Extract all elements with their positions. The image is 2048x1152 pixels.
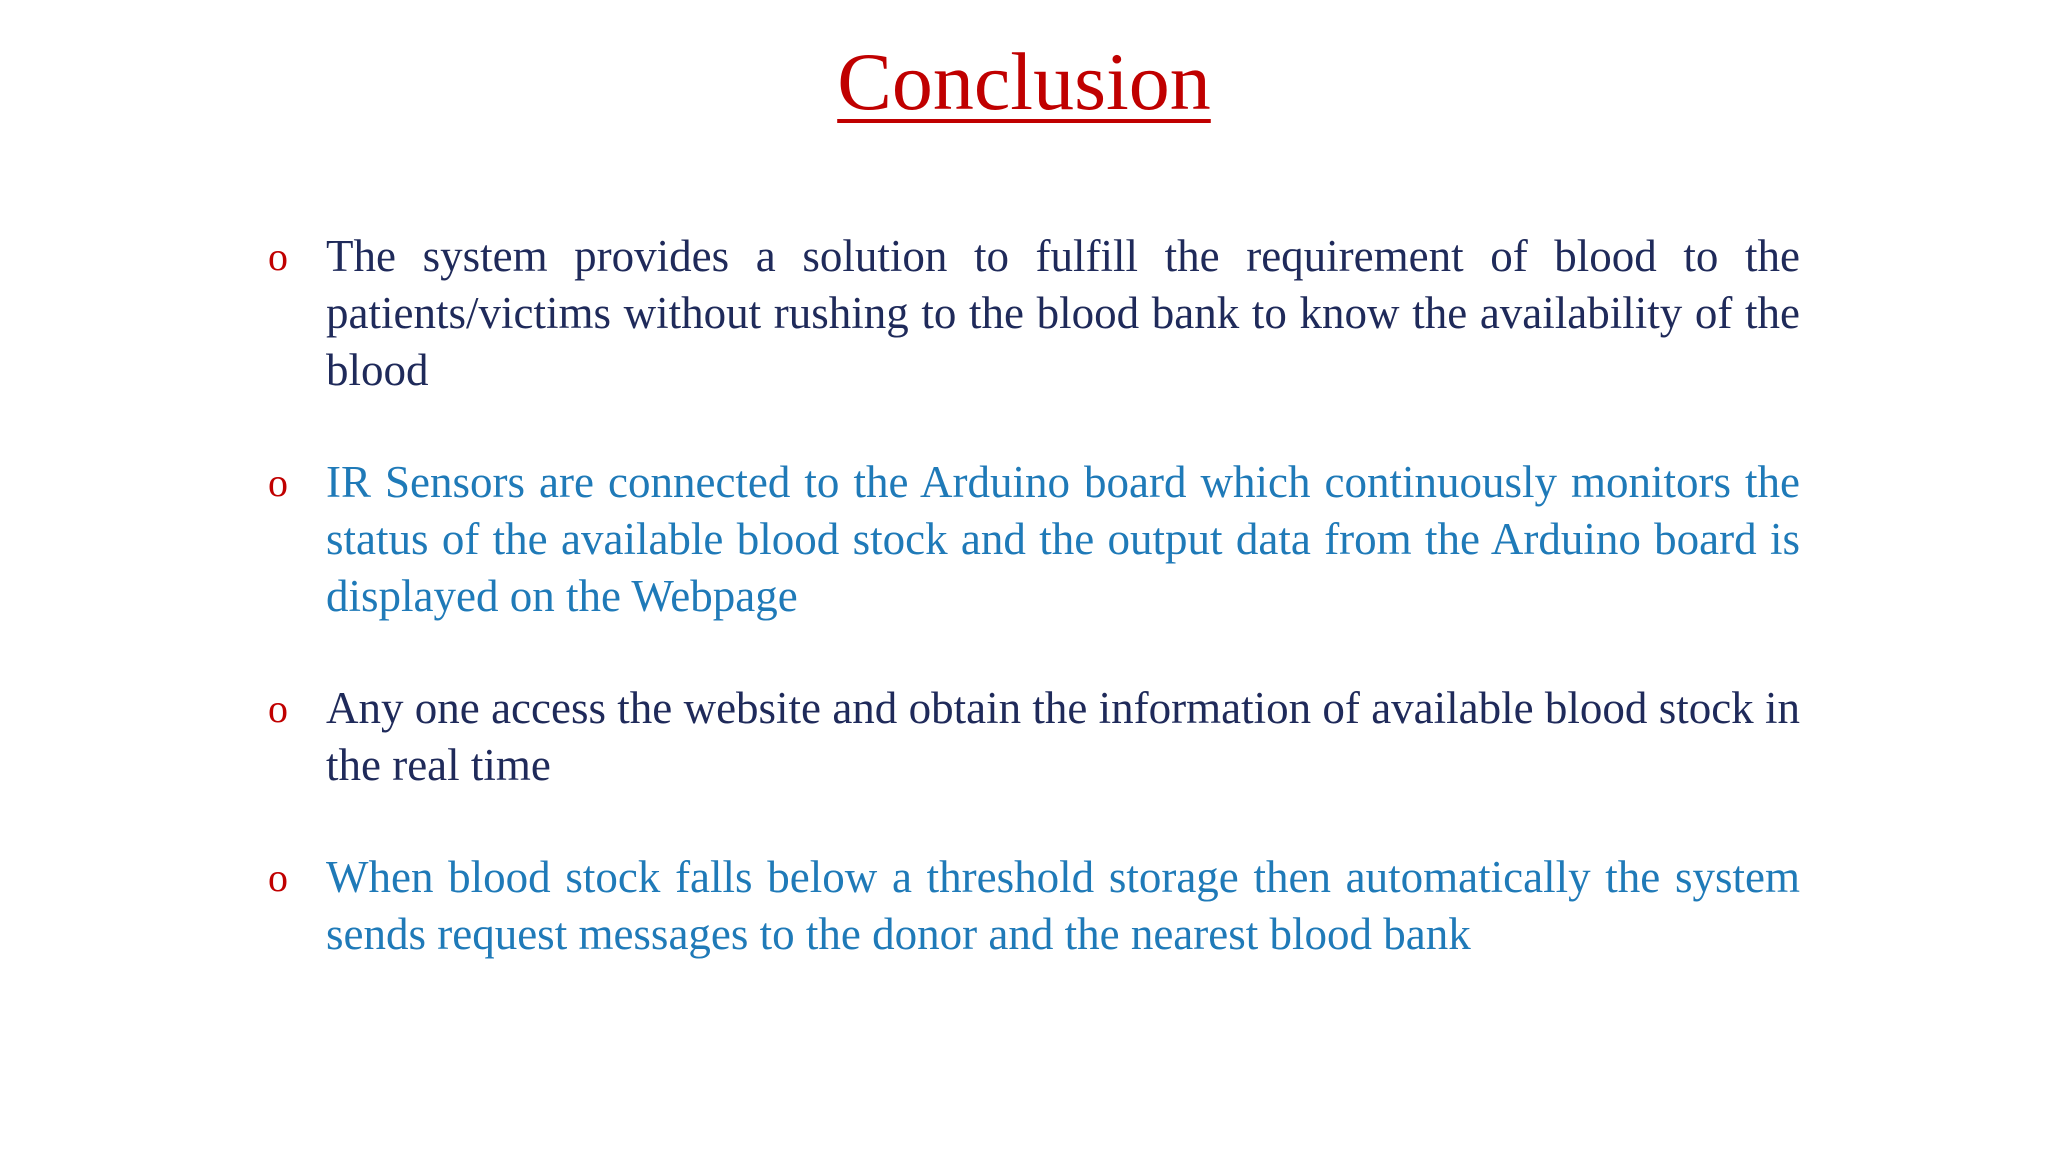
bullet-item [260,680,1800,794]
bullet-marker-icon: o [268,460,288,505]
bullet-item [260,849,1800,963]
bullet-text: IR Sensors are connected to the Arduino board which continuously monitors the status of the available blood stock and the output data from the Arduino board is displayed on the Webpage [326,457,1800,621]
slide-title: Conclusion [837,36,1211,127]
bullet-marker-icon: o [268,686,288,731]
bullet-item [260,228,1800,399]
bullet-text: The system provides a solution to fulfill the requirement of blood to the patients/victims without rushing to the blood bank to know the availability of the blood [326,231,1800,395]
bullet-marker-icon: o [268,234,288,279]
bullet-item [260,454,1800,625]
bullet-text: Any one access the website and obtain the information of available blood stock in the real time [326,683,1800,790]
bullet-text: When blood stock falls below a threshold storage then automatically the system sends request messages to the donor and the nearest blood bank [326,852,1800,959]
bullet-list [260,228,1800,1018]
bullet-marker-icon: o [268,855,288,900]
